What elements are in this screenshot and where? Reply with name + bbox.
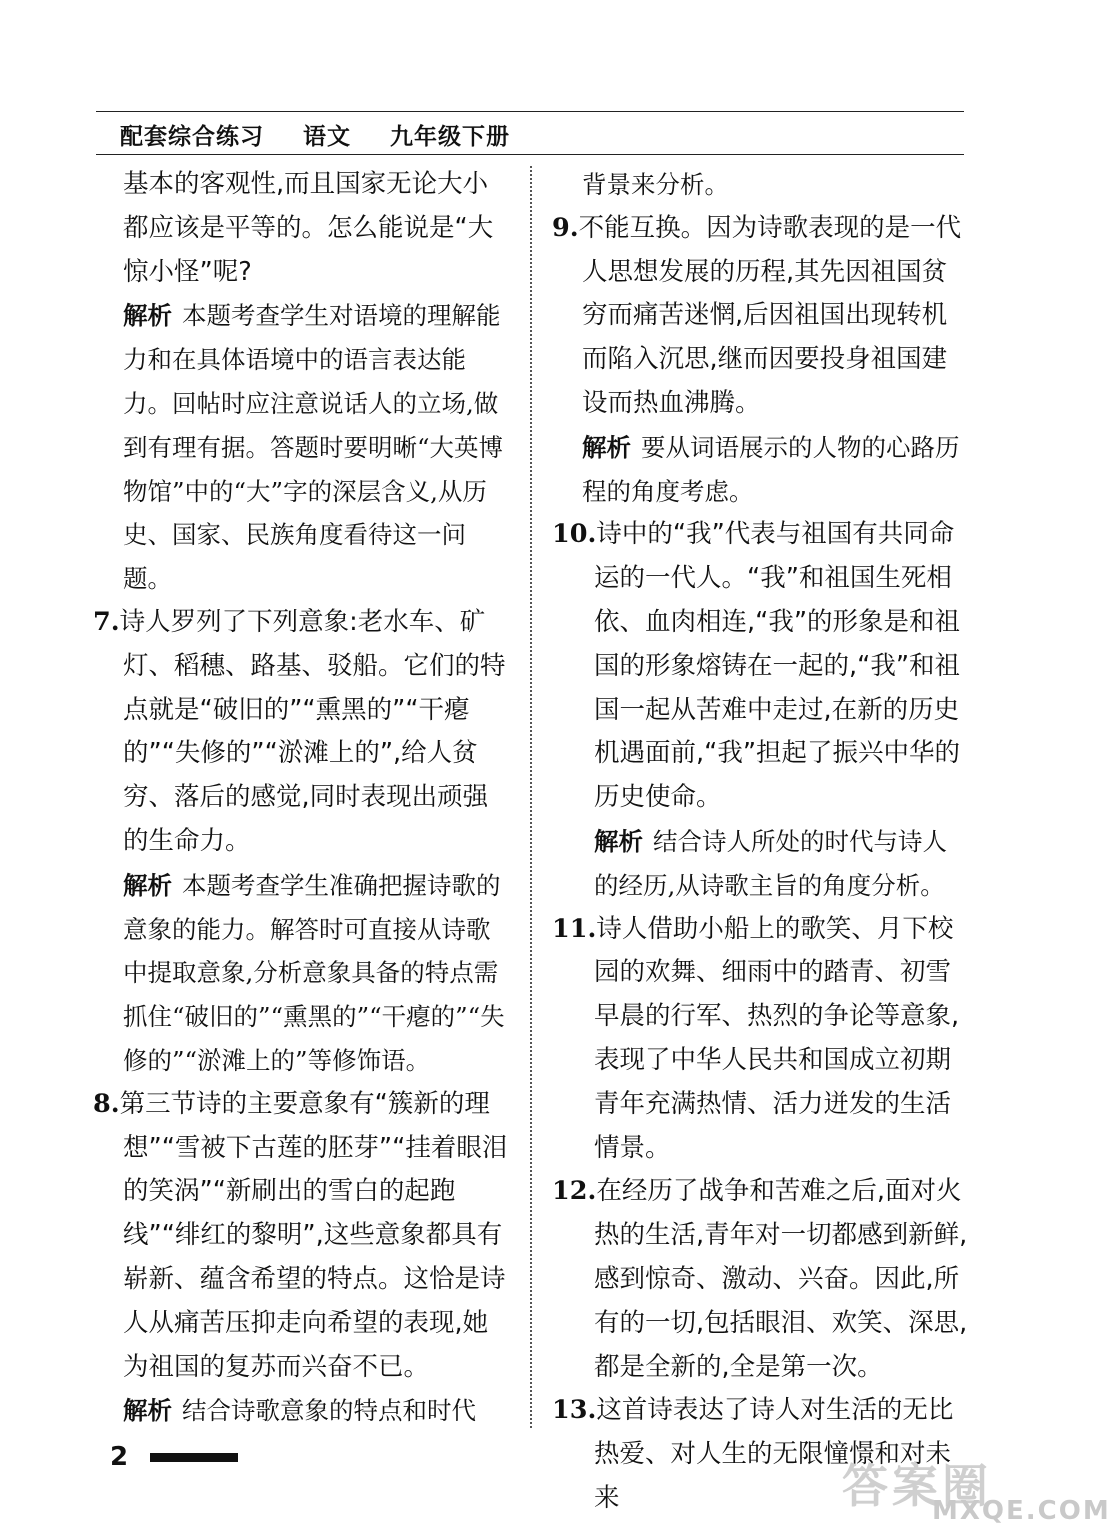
q8-explanation xyxy=(93,1389,513,1433)
explain-label: 解析 xyxy=(594,826,643,856)
watermark-url: MXQE.COM xyxy=(932,1496,1111,1526)
q7-answer xyxy=(93,601,513,864)
explain-text: 本题考查学生对语境的理解能力和在具体语境中的语言表达能力。回帖时应注意说话人的立场,做到有理有据。答题时要明晰“大英博物馆”中的“大”字的深层含义,从历史、国家、民族角度看待这一问题。 xyxy=(123,301,504,594)
answer-text: 诗人借助小船上的歌笑、月下校园的欢舞、细雨中的踏青、初雪早晨的行军、热烈的争论等意象,表现了中华人民共和国成立初期青年充满热情、活力迸发的生活情景。 xyxy=(594,913,960,1163)
question-number: 13. xyxy=(552,1395,597,1426)
question-number: 12. xyxy=(552,1176,597,1207)
left-column xyxy=(93,163,513,1433)
column-divider xyxy=(530,166,532,1428)
q6-explanation xyxy=(93,294,513,601)
question-number: 9. xyxy=(552,212,579,243)
explain-text: 结合诗人所处的时代与诗人的经历,从诗歌主旨的角度分析。 xyxy=(594,826,947,900)
answer-text: 在经历了战争和苦难之后,面对火热的生活,青年对一切都感到新鲜,感到惊奇、激动、兴奋。因此,所有的一切,包括眼泪、欢笑、深思,都是全新的,全是第一次。 xyxy=(594,1176,968,1382)
running-header xyxy=(120,118,950,150)
q12-answer xyxy=(552,1170,970,1389)
q10-answer xyxy=(552,513,970,820)
explain-text: 结合诗歌意象的特点和时代 xyxy=(182,1396,476,1426)
q10-explanation xyxy=(552,820,970,908)
question-number: 7. xyxy=(93,606,120,637)
answer-text: 诗中的“我”代表与祖国有共同命运的一代人。“我”和祖国生死相依、血肉相连,“我”的形象是和祖国的形象熔铸在一起的,“我”和祖国一起从苦难中走过,在新的历史机遇面前,“我”担起了振兴中华的历史使命。 xyxy=(594,519,961,813)
page-number: 2 xyxy=(110,1442,129,1472)
answer-text: 诗人罗列了下列意象:老水车、矿灯、稻穗、路基、驳船。它们的特点就是“破旧的”“熏黑的”“干瘪的”“失修的”“淤滩上的”,给人贫穷、落后的感觉,同时表现出顽强的生命力。 xyxy=(119,606,506,856)
q9-explanation xyxy=(552,426,970,514)
header-series: 配套综合练习 xyxy=(120,124,264,150)
answer-text: 这首诗表达了诗人对生活的无比热爱、对人生的无限憧憬和对未来 xyxy=(594,1395,954,1513)
header-rule-bottom xyxy=(96,154,964,155)
q8-explanation-continued: 背景来分析。 xyxy=(582,170,729,199)
question-number: 8. xyxy=(93,1088,120,1119)
answer-text: 第三节诗的主要意象有“簇新的理想”“雪被下古莲的胚芽”“挂着眼泪的笑涡”“新刷出的雪白的起跑线”“绯红的黎明”,这些意象都具有崭新、蕴含希望的特点。这恰是诗人从痛苦压抑走向希望的表现,她为祖国的复苏而兴奋不已。 xyxy=(119,1088,508,1382)
explain-label: 解析 xyxy=(123,301,172,331)
explain-text: 本题考查学生准确把握诗歌的意象的能力。解答时可直接从诗歌中提取意象,分析意象具备的特点需抓住“破旧的”“熏黑的”“干瘪的”“失修的”“淤滩上的”等修饰语。 xyxy=(123,870,505,1075)
answer-text: 不能互换。因为诗歌表现的是一代人思想发展的历程,其先因祖国贫穷而痛苦迷惘,后因祖国出现转机而陷入沉思,继而因要投身祖国建设而热血沸腾。 xyxy=(578,212,962,418)
watermark-mark: 答案圈 xyxy=(842,1459,992,1513)
right-column xyxy=(552,163,970,1521)
page-number-bar xyxy=(150,1453,238,1462)
q9-answer xyxy=(552,207,970,426)
explain-text: 要从词语展示的人物的心路历程的角度考虑。 xyxy=(582,432,960,506)
explain-label: 解析 xyxy=(123,1396,172,1426)
q6-answer-continued: 基本的客观性,而且国家无论大小都应该是平等的。怎么能说是“大惊小怪”呢? xyxy=(123,169,494,287)
q8-answer xyxy=(93,1083,513,1390)
explain-label: 解析 xyxy=(123,870,172,900)
explain-label: 解析 xyxy=(582,432,631,462)
question-number: 11. xyxy=(552,913,597,944)
q7-explanation xyxy=(93,864,513,1083)
header-subject: 语文 xyxy=(303,124,352,150)
q11-answer xyxy=(552,908,970,1171)
question-number: 10. xyxy=(552,519,597,550)
header-rule-top xyxy=(96,111,964,112)
watermark-logo xyxy=(842,1450,1111,1530)
header-grade: 九年级下册 xyxy=(390,124,511,150)
